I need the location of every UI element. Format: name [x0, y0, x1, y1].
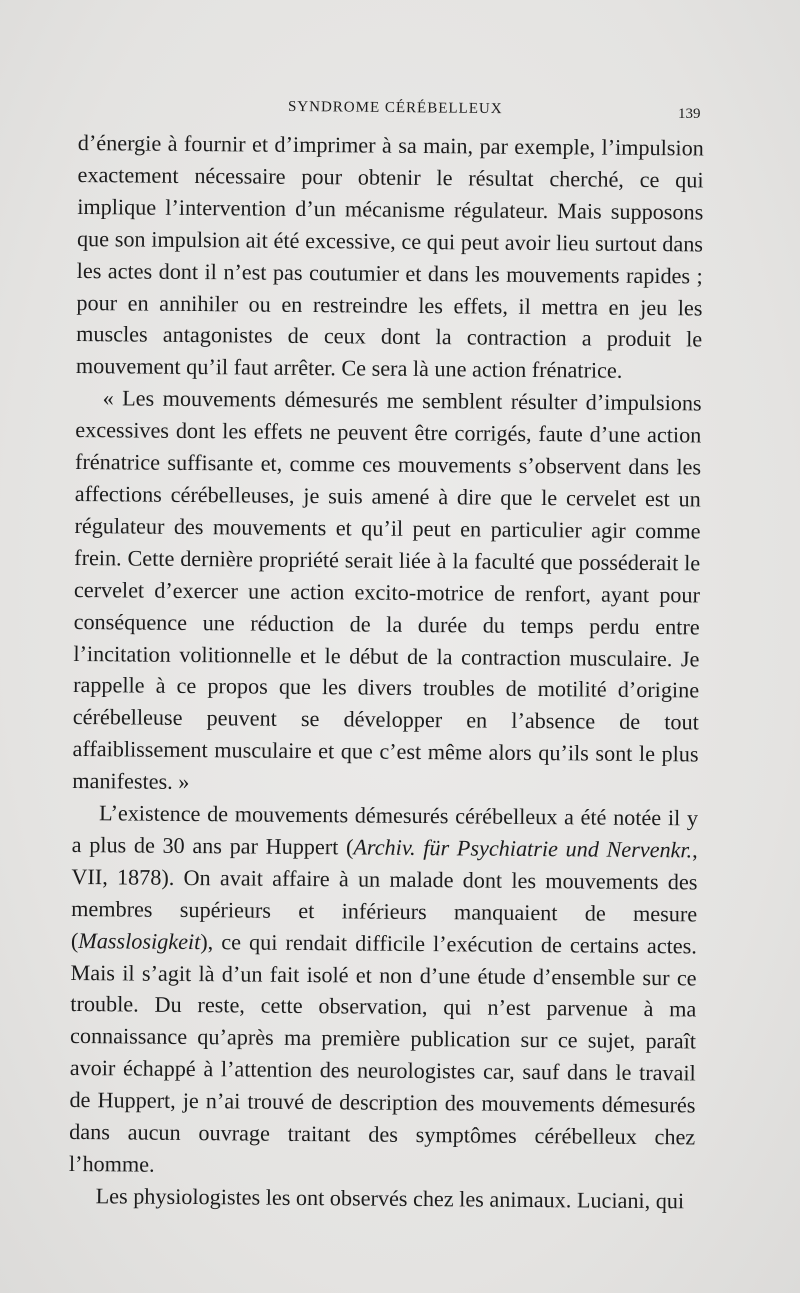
paragraph-2-quote: « Les mouvements démesurés me semblent résulter d’impulsions excessives dont les effets ne peuvent être corrigés, faute d’une action frénatrice suffisante et, comme ces mouvements s’observent dans les affections cérébelleuses, je suis amené à dire que le cervelet est un régulateur des mouvements et qu’il peut en particulier agir comme frein. Cette dernière propriété serait liée à la faculté que posséderait le cervelet d’exercer une action excito-motrice de renfort, ayant pour conséquence une réduction de la durée du temps perdu entre l’incitation volitionnelle et le début de la contraction musculaire. Je rappelle à ce propos que les divers troubles de motilité d’origine cérébelleuse peuvent se développer en l’absence de tout affaiblissement musculaire et que c’est même alors qu’ils sont le plus manifestes. »	[72, 385, 702, 795]
page-number: 139	[678, 106, 701, 122]
paragraph-1: d’énergie à fournir et d’imprimer à sa main, par exemple, l’impulsion exactement nécessaire pour obtenir le résultat cherché, ce qui implique l’intervention d’un mécanisme régulateur. Mais supposons que son impulsion ait été excessive, ce qui peut avoir lieu surtout dans les actes dont il n’est pas coutumier et dans les mouvements rapides ; pour en annihiler ou en restreindre les effets, il mettra en jeu les muscles antagonistes de ceux dont la contraction a produit le mouvement qu’il faut arrêter. Ce sera là une action frénatrice.	[75, 129, 704, 384]
paragraph-3-text-c: ), ce qui rendait difficile l’exécution de certains actes. Mais il s’agit là d’un fait isolé et non d’une étude d’ensemble sur ce trouble. Du reste, cette observation, qui n’est parvenue à ma connaissance qu’après ma première publication sur ce sujet, paraît avoir échappé à l’attention des neurologistes car, sauf dans le travail de Huppert, je n’ai trouvé de description des mouvements démesurés dans aucun ouvrage traitant des symptômes cérébelleux chez l’homme.	[68, 928, 697, 1177]
paragraph-4: Les physiologistes les ont observés chez les animaux. Luciani, qui	[95, 1183, 685, 1214]
paragraph-3-text-a: L’existence de mouvements démesurés cérébelleux a été notée il y a plus de 30 ans par Huppert (	[71, 800, 699, 860]
paragraph-3-text-b: , VII, 1878). On avait affaire à un malade dont les mouvements des membres supérieurs et inférieurs manquaient de mesure (	[70, 837, 698, 953]
paragraph-3	[69, 797, 698, 1185]
body-text	[69, 127, 704, 1217]
citation-journal: Archiv. für Psychiatrie und Nervenkr.	[353, 834, 693, 863]
term-masslosigkeit: Masslosigkeit	[78, 927, 201, 954]
running-title: SYNDROME CÉRÉBELLEUX	[287, 98, 503, 118]
